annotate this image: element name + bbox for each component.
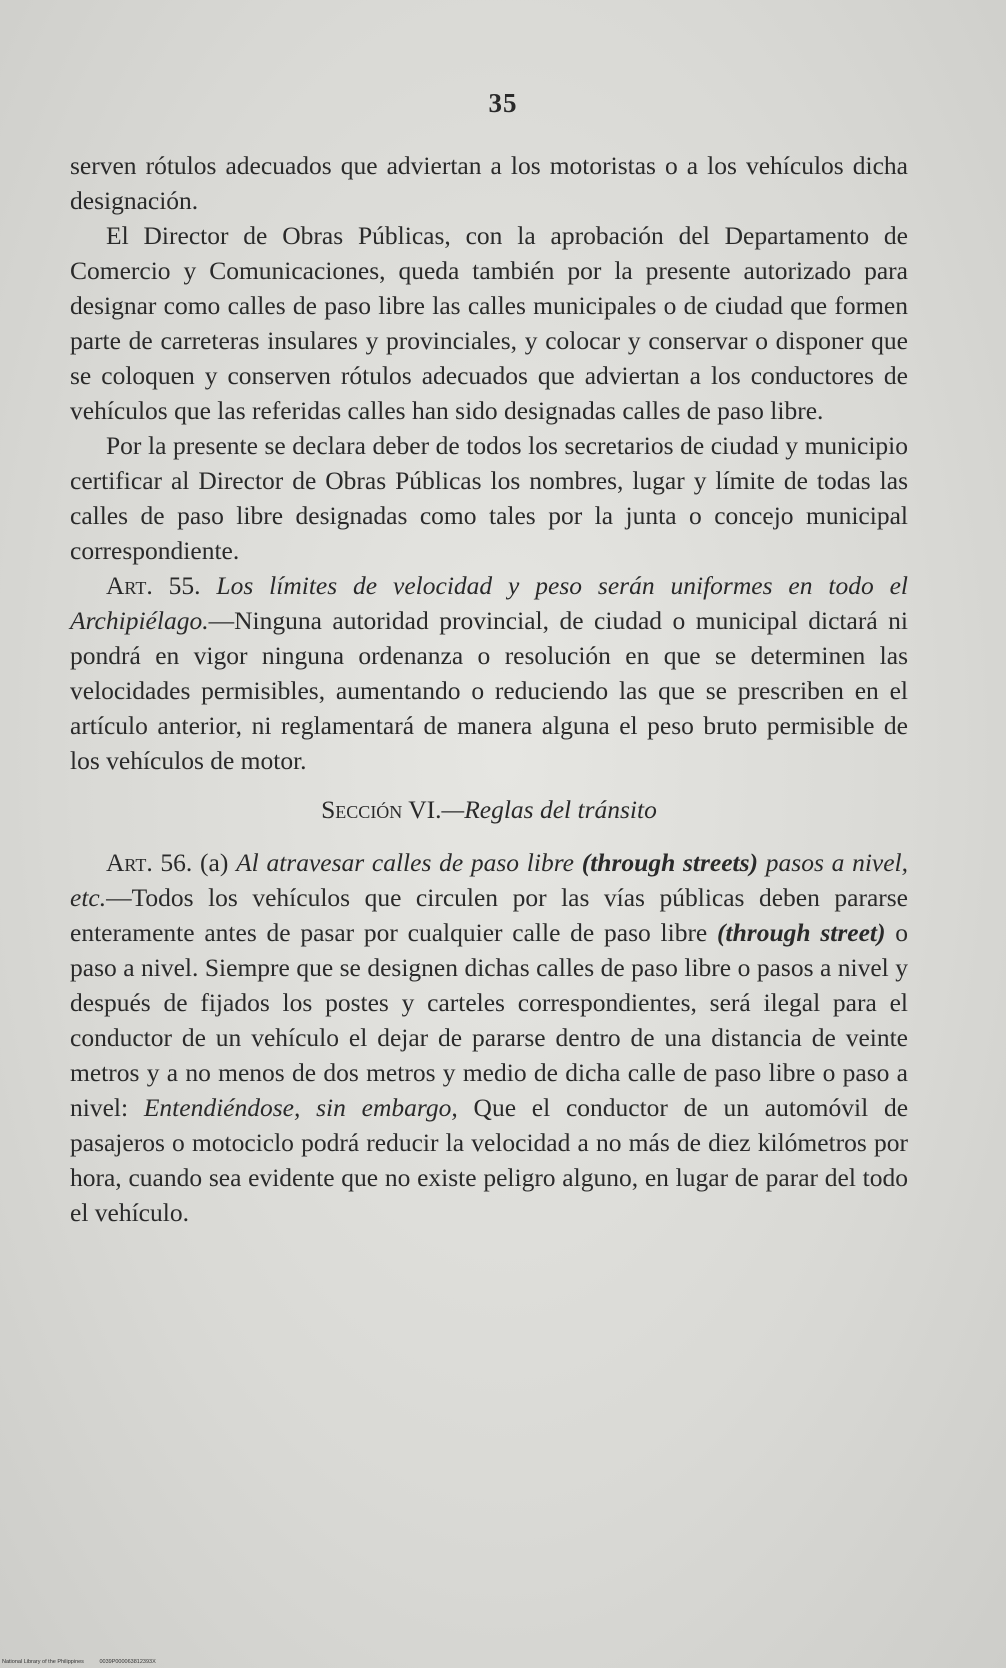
- article-56-proviso: Entendiéndose, sin embargo,: [143, 1093, 458, 1122]
- document-body: [70, 148, 908, 1230]
- article-55-title: Los límites de velocidad y peso serán uniformes en todo el Archipiélago.: [70, 571, 909, 635]
- article-56-sub: (a): [200, 848, 229, 877]
- section-title: —Reglas del tránsito: [441, 795, 657, 824]
- article-56-body-c: Que el conductor de un automóvil de pasajeros o motociclo podrá reducir la velocidad a no más de diez kilómetros por hora, cuando sea evidente que no existe peligro alguno, en lugar de parar del todo el vehículo.: [70, 1093, 909, 1227]
- article-56-title-b: (through streets): [581, 848, 759, 877]
- section-heading: [70, 792, 908, 827]
- item-id: 0039P000063812393X: [99, 1659, 156, 1665]
- page-number: 35: [488, 88, 518, 118]
- article-56-label: Art. 56.: [106, 848, 193, 877]
- article-56-title-c: pasos a nivel, etc.: [70, 848, 908, 912]
- section-label: Sección VI.: [321, 795, 442, 824]
- paragraph-continuation: serven rótulos adecuados que adviertan a los motoristas o a los vehículos dicha designación.: [70, 151, 908, 215]
- article-56-body-b: o paso a nivel. Siempre que se designen dichas calles de paso libre o pasos a nivel y después de fijados los postes y carteles correspondientes, será ilegal para el conductor de un vehículo el dejar de pararse dentro de una distancia de veinte metros y a no menos de dos metros y medio de dicha calle de paso libre o paso a nivel:: [70, 918, 908, 1122]
- library-name: National Library of the Philippines: [2, 1659, 84, 1665]
- paragraph-director-authority: El Director de Obras Públicas, con la aprobación del Departamento de Comercio y Comunicaciones, queda también por la presente autorizado para designar como calles de paso libre las calles municipales o de ciudad que formen parte de carreteras insulares y provinciales, y colocar y conservar o disponer que se coloquen y conserven rótulos adecuados que adviertan a los conductores de vehículos que las referidas calles han sido designadas calles de paso libre.: [70, 221, 908, 425]
- article-56-title-a: Al atravesar calles de paso libre: [236, 848, 574, 877]
- article-56: [70, 845, 908, 1230]
- article-55-body: —Ninguna autoridad provincial, de ciudad o municipal dictará ni pondrá en vigor ninguna ordenanza o resolución en que se determinen las velocidades permisibles, aumentando o reduciendo las que se prescriben en el artículo anterior, ni reglamentará de manera alguna el peso bruto permisible de los vehículos de motor.: [70, 606, 908, 775]
- article-55-label: Art. 55.: [106, 571, 201, 600]
- article-56-term: (through street): [717, 918, 886, 947]
- paragraph-secretaries-duty: Por la presente se declara deber de todos los secretarios de ciudad y municipio certificar al Director de Obras Públicas los nombres, lugar y límite de todas las calles de paso libre designadas como tales por la junta o concejo municipal correspondiente.: [70, 431, 908, 565]
- article-56-body-a: —Todos los vehículos que circulen por las vías públicas deben pararse enteramente antes de pasar por cualquier calle de paso libre: [70, 883, 908, 947]
- digitization-stamp: [2, 1659, 170, 1665]
- article-55: [70, 568, 908, 778]
